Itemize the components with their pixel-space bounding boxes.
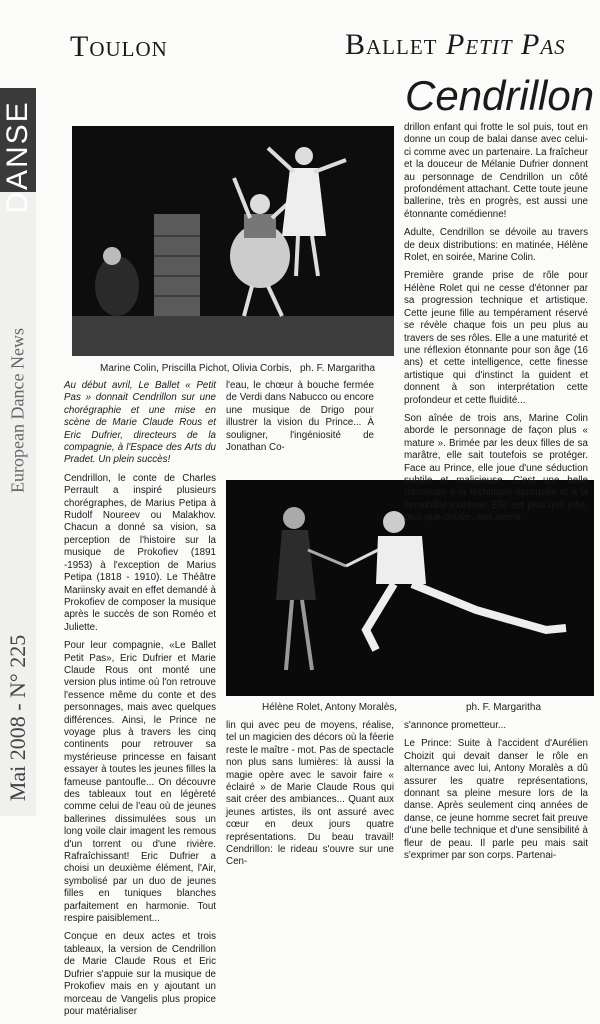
article-paragraph: l'eau, le chœur à bouche fermée de Verdi dans Nabucco ou encore une musique de Drigo pour illustrer la vision du Prince... À souligner, l'ingéniosité de Jonathan Co- <box>226 380 374 454</box>
article-column-2-bottom <box>226 720 394 875</box>
article-paragraph: lin qui avec peu de moyens, réalise, tel un magicien des décors où la féerie reste le maître - mot. Pas de spectacle non plus sans lumières: là aussi la magie opère avec le savoir faire « éclairé » de Marie Claude Rous qui sait créer des ambiances... Quant aux jeunes artistes, ils ont assuré avec cœur en deux jours quatre représentations. Du beau travail! Cendrillon: le rideau s'ouvre sur une Cen- <box>226 720 394 868</box>
article-column-3-bottom <box>404 720 588 868</box>
company-heading: Ballet Petit Pas <box>345 28 566 61</box>
article-paragraph: Son aînée de trois ans, Marine Colin aborde le personnage de façon plus « mature ». Brimée par les deux filles de sa marâtre, elle sait toutefois se protéger. Face au Prince, elle joue d'une séduction subtile et malicieuse. C'est une belle danseuse à la technique éprouvée et à la sensibilité extrême. Elle est plus que jolie, plus que douée, son avenir <box>404 412 588 524</box>
article-paragraph: drillon enfant qui frotte le sol puis, tout en donne un coup de balai danse avec celui-ci comme avec un partenaire. La fraîcheur et la douceur de Mélanie Dufrier donnent au personnage de Cendrillon un côté profondément attachant. Cette toute jeune ballerine, très en progrès, est aussi une étonnante comédienne! <box>404 122 588 220</box>
article-paragraph: Pour leur compagnie, «Le Ballet Petit Pas», Eric Dufrier et Marie Claude Rous ont monté une version plus intime où l'on retrouve l'essence même du conte et des personnages, mais avec quelques différences. Ainsi, le Prince ne voyage plus à travers les cinq continents pour retrouver sa mystérieuse princesse en faisant essayer à toutes les jeunes filles la fameuse pantoufle... On découvre des tableaux tout en légèreté comme celui de l'eau où de jeunes ballerines dissimulées sous un long voile clair imagent les remous d'un torrent ou d'une rivière. Rafraîchissant! Eric Dufrier a choisi un deuxième élément, l'Air, symbolisé par un duo de jeunes filles en tuniques blanches parfaitement en harmonie. Tout respire paisiblement... <box>64 640 216 925</box>
photo1-caption: Marine Colin, Priscilla Pichot, Olivia Corbis, <box>100 363 292 374</box>
photo2-credit: ph. F. Margaritha <box>466 702 542 713</box>
magazine-name: European Dance News <box>7 328 28 493</box>
issue-label: Mai 2008 - N° 225 <box>5 634 30 802</box>
photo1-credit: ph. F. Margaritha <box>300 363 376 374</box>
article-intro: Au début avril, Le Ballet « Petit Pas » donnait Cendrillon sur une chorégraphie et une mise en scène de Marie Claude Rous et Eric Dufrier, directeurs de la compagnie, à l'Espace des Arts du Pradet. Un plein succès! <box>64 380 216 466</box>
ballet-title: Cendrillon <box>405 72 595 119</box>
article-paragraph: Le Prince: Suite à l'accident d'Aurélien Choizit qui devait danser le rôle en alternance avec lui, Antony Moralès a dû assurer les quatre représentations, donnant sa pleine mesure lors de la danse. Après seulement cinq années de danse, ce jeune homme secret fait preuve d'une belle technique et d'une sensibilité à fleur de peau. Il parle peu mais sait s'exprimer par son corps. Partenai- <box>404 738 588 862</box>
article-paragraph: Cendrillon, le conte de Charles Perrault a inspiré plusieurs chorégraphes, de Marius Petipa à Rudolf Noureev ou Malakhov. Chacun a donné sa vision, sa perception de l'histoire sur la musique de Prokofiev (1891 -1953) à l'exception de Marius Petipa (1818 - 1910). Le Théâtre Mariinsky avait en effet demandé à Prokofiev de composer la musique après le succès de son Roméo et Juliette. <box>64 472 216 633</box>
photo-three-dancers <box>72 126 394 356</box>
article-column-1 <box>64 380 216 1024</box>
city-heading: Toulon <box>70 30 168 63</box>
article-column-2-top <box>226 380 374 460</box>
photo2-caption: Hélène Rolet, Antony Moralès, <box>262 702 398 713</box>
article-paragraph: s'annonce prometteur... <box>404 720 507 731</box>
article-column-3 <box>404 122 588 531</box>
article-paragraph: Conçue en deux actes et trois tableaux, la version de Cendrillon de Marie Claude Rous et Eric Dufrier s'appuie sur la musique de Prokofiev mais en y ajoutant un morceau de Vangelis plus propice pour matérialiser <box>64 931 216 1017</box>
article-paragraph: Adulte, Cendrillon se dévoile au travers de deux distributions: en matinée, Hélène Rolet, en soirée, Marine Colin. <box>404 227 588 264</box>
article-paragraph: Première grande prise de rôle pour Hélène Rolet qui ne cesse d'étonner par sa progression technique et artistique. Cette jeune fille au tempérament réservé se révèle chaque fois un peu plus au travers de ses rôles. Elle a une maturité et une réflexion étonnante pour son âge (16 ans) et cette intelligence, cette finesse artistique qui d'instinct la guident et donnent à son interprétation cette profondeur et cette fluidité... <box>404 270 588 406</box>
section-label: DANSE <box>1 100 34 214</box>
